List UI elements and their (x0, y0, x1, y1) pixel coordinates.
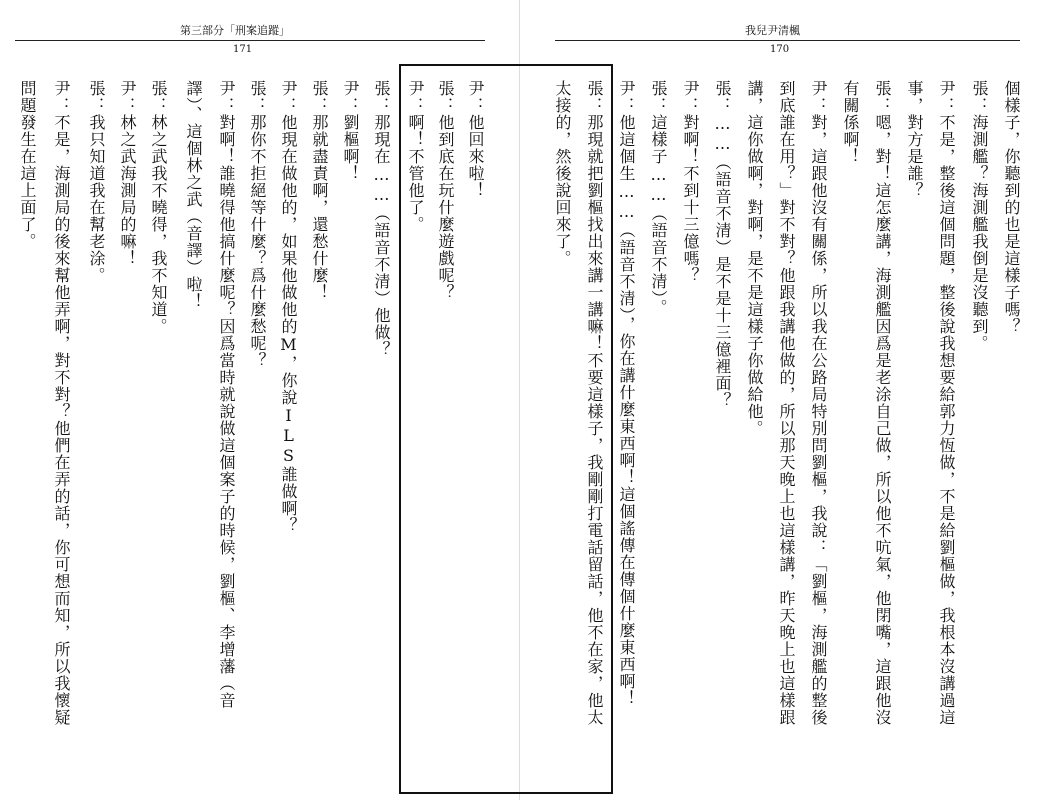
right-header-rule (555, 40, 1020, 41)
text-column: 講，這你做啊，對啊，是不是這樣子你做給他。 (745, 80, 764, 437)
left-running-header: 第三部分「刑案追蹤」 (180, 24, 290, 37)
highlight-box (399, 64, 613, 794)
text-column: 尹：對啊！誰曉得他搞什麼呢？因爲當時就說做這個案子的時候，劉樞、李增藩（音 (217, 80, 236, 709)
text-column: 張：他到底在玩什麼遊戲呢？ (436, 80, 455, 301)
text-column: 事，對方是誰？ (905, 80, 924, 199)
text-column: 張：林之武我不曉得，我不知道。 (149, 80, 168, 335)
text-column: 尹：他回來啦！ (466, 80, 485, 199)
text-column: 張：那現在……（語音不清）他做？ (372, 80, 391, 358)
text-column: 張：這樣子……（語音不清）。 (649, 80, 668, 316)
text-column: 有關係啊！ (841, 80, 860, 165)
text-column: 尹：對啊！不到十三億嗎？ (681, 80, 700, 284)
text-column: 尹：啊！不管他了。 (406, 80, 425, 233)
text-column: 尹：林之武海測局的嘛！ (118, 80, 137, 267)
text-column: 張：我只知道我在幫老涂。 (87, 80, 106, 284)
text-column: 張：海測艦？海測艦我倒是沒聽到。 (970, 80, 989, 352)
text-column: 尹：不是，海測局的後來幫他弄啊，對不對？他們在弄的話，你可想而知，所以我懷疑 (52, 80, 71, 726)
text-column: 尹：對，這跟他沒有關係，所以我在公路局特別問劉樞，我說：「劉樞，海測艦的整後 (809, 80, 828, 726)
text-column: 尹：劉樞啊！ (341, 80, 360, 182)
text-column: 尹：他現在做他的，如果他做他的M，你說ILS誰做啊？ (279, 80, 298, 534)
text-column: 張：那現就把劉樞找出來講一講嘛！不要這樣子，我剛剛打電話留話，他不在家，他太 (585, 80, 604, 726)
text-column: 譯）、這個林之武（音譯）啦！ (184, 80, 203, 310)
text-column: 個樣子，你聽到的也是這樣子嗎？ (1002, 80, 1021, 335)
text-column: 到底誰在用？」對不對？他跟我講他做的，所以那天晚上也這樣講，昨天晚上也這樣跟 (777, 80, 796, 726)
text-column: 問題發生在這上面了。 (18, 80, 37, 250)
text-column: 尹：不是，整後這個問題，整後說我想要給郭力恆做，不是給劉樞做，我根本沒講過這 (937, 80, 956, 726)
right-page-number: 170 (770, 44, 790, 55)
right-running-header: 我兒尹清楓 (745, 24, 800, 37)
text-column: 張：那就盡責啊，還愁什麼！ (310, 80, 329, 301)
text-column: 張：……（語音不清）是不是十三億裡面？ (713, 80, 732, 409)
text-column: 張：嗯，對！這怎麼講，海測艦因爲是老涂自己做，所以他不吭氣，他閉嘴，這跟他沒 (873, 80, 892, 726)
left-page-number: 171 (233, 44, 253, 55)
text-column: 太接的，然後說回來了。 (553, 80, 572, 267)
left-header-rule (15, 40, 485, 41)
text-column: 張：那你不拒絕等什麼？爲什麼愁呢？ (248, 80, 267, 369)
text-column: 尹：他這個生……（語音不清），你在講什麼東西啊！這個謠傳在傳個什麼東西啊！ (617, 80, 636, 707)
